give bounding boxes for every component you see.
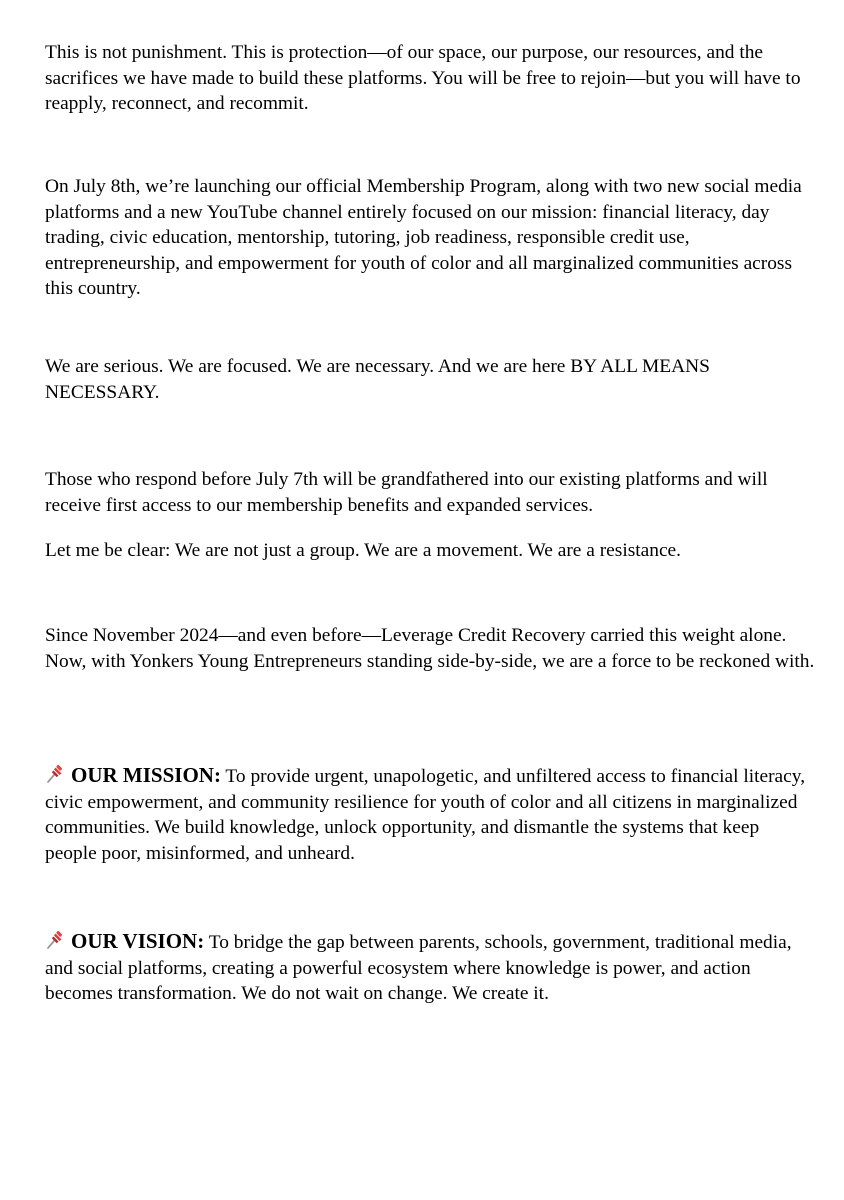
mission-label: OUR MISSION: (71, 763, 221, 787)
paragraph-serious-focused: We are serious. We are focused. We are necessary. And we are here BY ALL MEANS NECESSARY. (45, 356, 710, 403)
mission-text: To provide urgent, unapologetic, and unfiltered access to financial literacy, civic empowerment, and community resilience for youth of color and all citizens in marginalized communities. We build knowledge, unlock opportunity, and dismantle the systems that keep people poor, misinformed, and unheard. (45, 766, 806, 864)
vision-text: To bridge the gap between parents, schools, government, traditional media, and social platforms, creating a powerful ecosystem where knowledge is power, and action becomes transformation. We do not wait on change. We create it. (45, 932, 792, 1004)
paragraph-membership-launch: On July 8th, we’re launching our official Membership Program, along with two new social media platforms and a new YouTube channel entirely focused on our mission: financial literacy, day trading, civic education, mentorship, tutoring, job readiness, responsible credit use, entrepreneurship, and empowerment for youth of color and all marginalized communities across this country. (45, 176, 802, 299)
paragraph-movement: Let me be clear: We are not just a group. We are a movement. We are a resistance. (45, 540, 682, 561)
paragraph-since-november: Since November 2024—and even before—Leverage Credit Recovery carried this weight alone. Now, with Yonkers Young Entrepreneurs standing side-by-side, we are a force to be reckoned with. (45, 625, 815, 672)
vision-label: OUR VISION: (71, 929, 205, 953)
vision-section (45, 929, 815, 1007)
pushpin-icon (45, 764, 65, 784)
paragraph-grandfathered: Those who respond before July 7th will be grandfathered into our existing platforms and will receive first access to our membership benefits and expanded services. (45, 469, 768, 516)
pushpin-icon (45, 930, 65, 950)
paragraph-not-punishment: This is not punishment. This is protection—of our space, our purpose, our resources, and the sacrifices we have made to build these platforms. You will be free to rejoin—but you will have to reapply, reconnect, and recommit. (45, 42, 801, 114)
mission-section (45, 763, 815, 866)
